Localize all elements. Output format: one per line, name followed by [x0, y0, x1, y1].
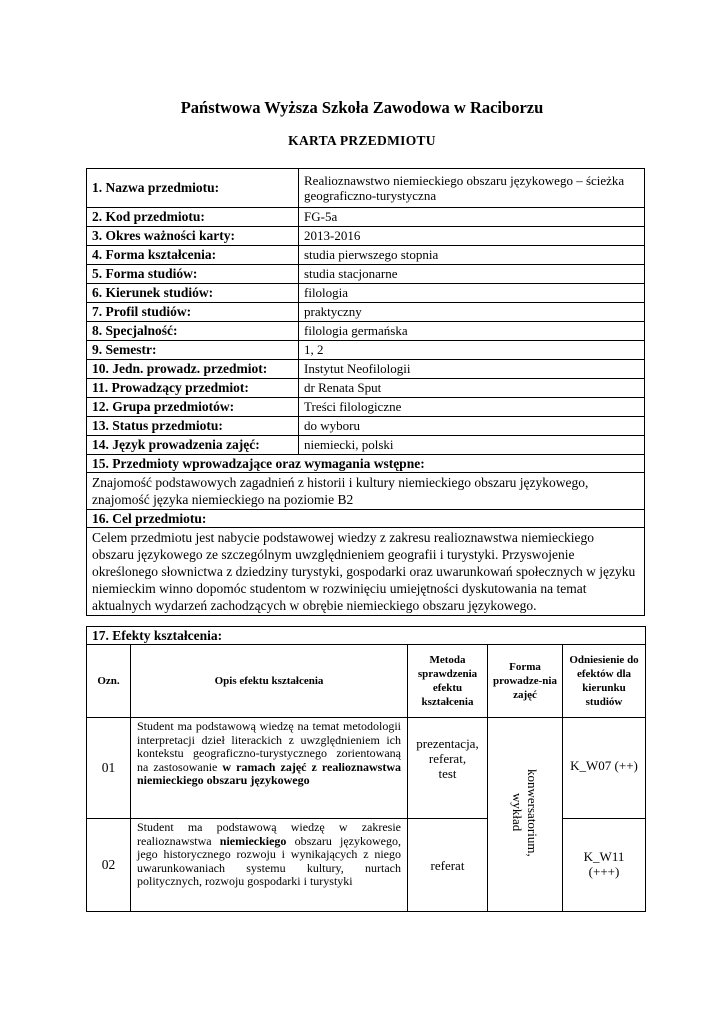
info-row	[87, 379, 645, 398]
outcome-description: Student ma podstawową wiedzę na temat metodologii interpretacji dzieł literackich z uwzględnieniem ich kontekstu geograficzno-turystycznego zorientowaną na zastosowanie w ramach zajęć z realioznawstwa niemieckiego obszaru językowego	[131, 718, 408, 819]
outcome-form	[488, 718, 563, 912]
info-value: Instytut Neofilologii	[299, 360, 645, 379]
info-label: 6. Kierunek studiów:	[87, 284, 299, 303]
info-row	[87, 436, 645, 455]
info-row	[87, 398, 645, 417]
info-value: do wyboru	[299, 417, 645, 436]
info-value: FG-5a	[299, 208, 645, 227]
info-value: 1, 2	[299, 341, 645, 360]
info-row	[87, 360, 645, 379]
outcome-method: referat	[408, 819, 488, 912]
info-value: filologia germańska	[299, 322, 645, 341]
column-header-reference: Odniesienie do efektów dla kierunku studiów	[563, 645, 646, 718]
info-value: filologia	[299, 284, 645, 303]
info-row	[87, 417, 645, 436]
info-label: 4. Forma kształcenia:	[87, 246, 299, 265]
info-label: 7. Profil studiów:	[87, 303, 299, 322]
column-header-description: Opis efektu kształcenia	[131, 645, 408, 718]
document-title: KARTA PRZEDMIOTU	[288, 133, 436, 148]
info-row	[87, 265, 645, 284]
info-label: 3. Okres ważności karty:	[87, 227, 299, 246]
section-15-heading: 15. Przedmioty wprowadzające oraz wymagania wstępne:	[87, 455, 645, 473]
info-row	[87, 341, 645, 360]
info-value: 2013-2016	[299, 227, 645, 246]
info-value: dr Renata Sput	[299, 379, 645, 398]
learning-outcomes-table	[86, 626, 646, 912]
outcome-reference: K_W07 (++)	[563, 718, 646, 819]
outcome-description: Student ma podstawową wiedzę w zakresie realioznawstwa niemieckiego obszaru językowego, jego historycznego rozwoju i wynikających z niego uwarunkowaniach systemu kultury, nurtach politycznych, rozwoju gospodarki i turystyki	[131, 819, 408, 912]
school-name: Państwowa Wyższa Szkoła Zawodowa w Raciborzu	[180, 98, 544, 117]
info-row	[87, 246, 645, 265]
info-label: 11. Prowadzący przedmiot:	[87, 379, 299, 398]
column-header-form: Forma prowadze-nia zajęć	[488, 645, 563, 718]
section-17-heading: 17. Efekty kształcenia:	[87, 627, 646, 645]
info-row	[87, 169, 645, 208]
column-header-method: Metoda sprawdzenia efektu kształcenia	[408, 645, 488, 718]
table-row	[87, 718, 646, 819]
outcome-id: 01	[87, 718, 131, 819]
info-row	[87, 227, 645, 246]
info-row	[87, 284, 645, 303]
outcome-reference: K_W11 (+++)	[563, 819, 646, 912]
info-label: 1. Nazwa przedmiotu:	[87, 169, 299, 208]
info-value: praktyczny	[299, 303, 645, 322]
info-value: studia stacjonarne	[299, 265, 645, 284]
section-15-text: Znajomość podstawowych zagadnień z historii i kultury niemieckiego obszaru językowego, znajomość języka niemieckiego na poziomie B2	[87, 473, 645, 510]
info-label: 14. Język prowadzenia zajęć:	[87, 436, 299, 455]
column-header-id: Ozn.	[87, 645, 131, 718]
section-16-text: Celem przedmiotu jest nabycie podstawowej wiedzy z zakresu realioznawstwa niemieckiego obszaru językowego ze szczególnym uwzględnieniem geografii i turystyki. Przyswojenie określonego słownictwa z dziedziny turystyki, gospodarki oraz uwarunkowań społecznych w języku niemieckim winno dopomóc studentom w rozwinięciu umiejętności dyskutowania na temat aktualnych wydarzeń zachodzących w obrębie niemieckiego obszaru językowego.	[87, 528, 645, 616]
info-label: 2. Kod przedmiotu:	[87, 208, 299, 227]
outcome-method: prezentacja, referat, test	[408, 718, 488, 819]
info-value: Realioznawstwo niemieckiego obszaru językowego – ścieżka geograficzno-turystyczna	[299, 169, 645, 208]
info-value: niemiecki, polski	[299, 436, 645, 455]
info-label: 8. Specjalność:	[87, 322, 299, 341]
info-label: 9. Semestr:	[87, 341, 299, 360]
course-info-table	[86, 168, 645, 616]
info-value: Treści filologiczne	[299, 398, 645, 417]
info-row	[87, 322, 645, 341]
info-row	[87, 303, 645, 322]
info-value: studia pierwszego stopnia	[299, 246, 645, 265]
section-16-heading: 16. Cel przedmiotu:	[87, 510, 645, 528]
info-label: 13. Status przedmiotu:	[87, 417, 299, 436]
info-label: 12. Grupa przedmiotów:	[87, 398, 299, 417]
outcomes-header-row	[87, 645, 646, 718]
info-label: 5. Forma studiów:	[87, 265, 299, 284]
form-vertical-text: konwersatorium, wykład	[510, 768, 540, 857]
outcome-id: 02	[87, 819, 131, 912]
info-row	[87, 208, 645, 227]
info-label: 10. Jedn. prowadz. przedmiot:	[87, 360, 299, 379]
